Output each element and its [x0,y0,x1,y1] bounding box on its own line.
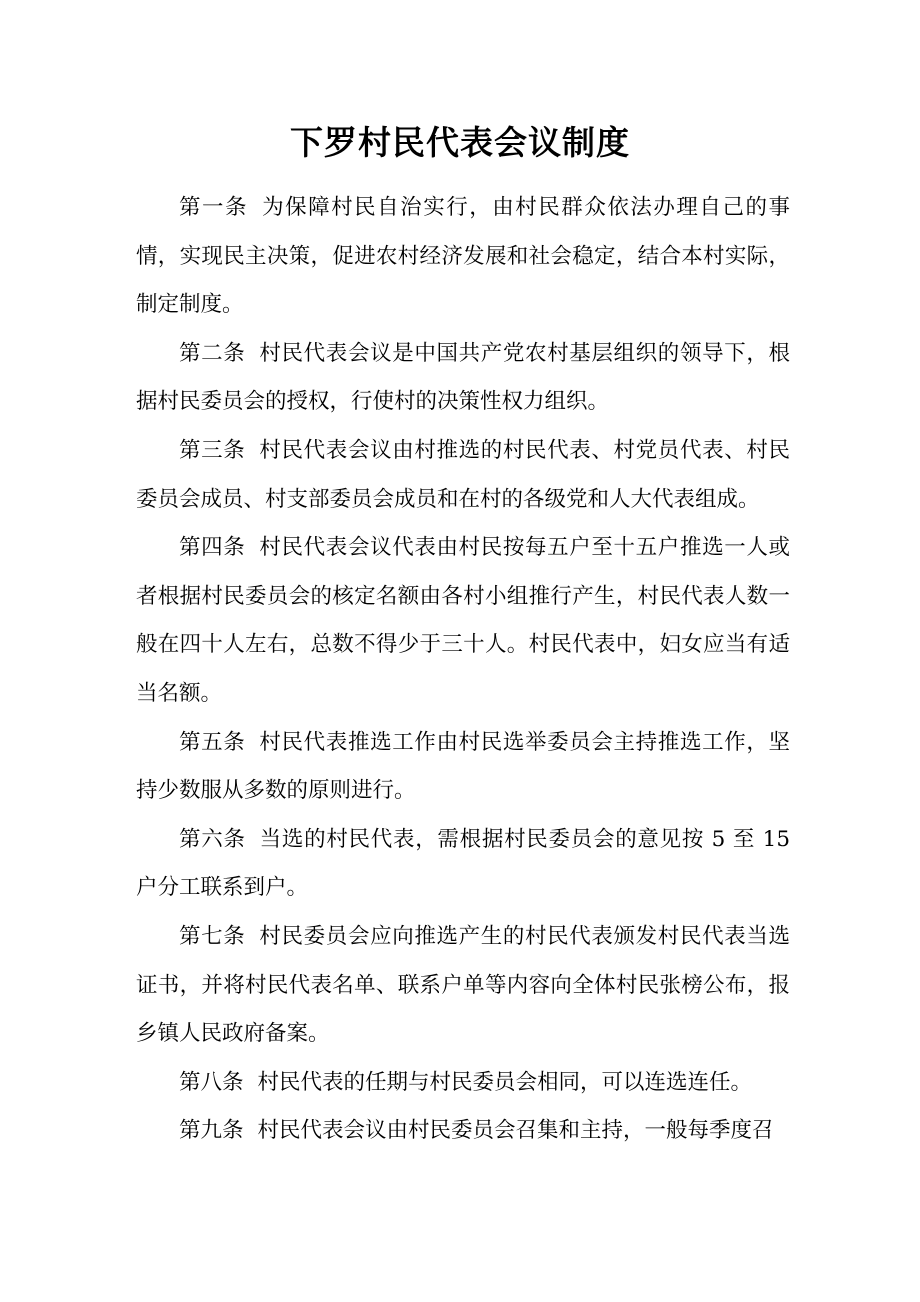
article-text: 村民代表会议代表由村民按每五户至十五户推选一人或者根据村民委员会的核定名额由各村小组推行产生，村民代表人数一般在四十人左右，总数不得少于三十人。村民代表中，妇女应当有适当名额。 [136,535,790,706]
article-text: 为保障村民自治实行，由村民群众依法办理自己的事情，实现民主决策，促进农村经济发展和社会稳定，结合本村实际，制定制度。 [136,195,790,318]
article-text: 村民代表会议是中国共产党农村基层组织的领导下，根据村民委员会的授权，行使村的决策性权力组织。 [136,340,790,415]
article-label: 第七条 [179,923,246,949]
article-6 [136,816,790,913]
article-label: 第三条 [179,437,246,463]
article-7 [136,913,790,1059]
article-label: 第五条 [179,729,246,755]
article-1 [136,184,790,330]
document-title: 下罗村民代表会议制度 [290,123,630,162]
article-4 [136,524,790,718]
article-9 [136,1107,790,1156]
article-3 [136,427,790,524]
article-label: 第四条 [179,535,246,561]
article-text: 村民代表推选工作由村民选举委员会主持推选工作，坚持少数服从多数的原则进行。 [136,729,790,804]
article-8 [136,1059,790,1108]
article-text: 村民代表会议由村推选的村民代表、村党员代表、村民委员会成员、村支部委员会成员和在村的各级党和人大代表组成。 [136,437,790,512]
article-text: 村民代表的任期与村民委员会相同，可以连选连任。 [257,1069,753,1095]
article-5 [136,719,790,816]
article-label: 第一条 [179,195,249,220]
article-label: 第六条 [179,826,246,852]
article-label: 第九条 [179,1118,244,1144]
article-text: 村民委员会应向推选产生的村民代表颁发村民代表当选证书，并将村民代表名单、联系户单等内容向全体村民张榜公布，报乡镇人民政府备案。 [136,923,790,1047]
article-text: 当选的村民代表，需根据村民委员会的意见按 5 至 15 户分工联系到户。 [136,826,790,901]
document-body [136,184,790,1156]
article-2 [136,330,790,427]
article-label: 第八条 [179,1069,244,1095]
article-text: 村民代表会议由村民委员会召集和主持，一般每季度召 [257,1118,774,1144]
article-label: 第二条 [179,340,246,366]
